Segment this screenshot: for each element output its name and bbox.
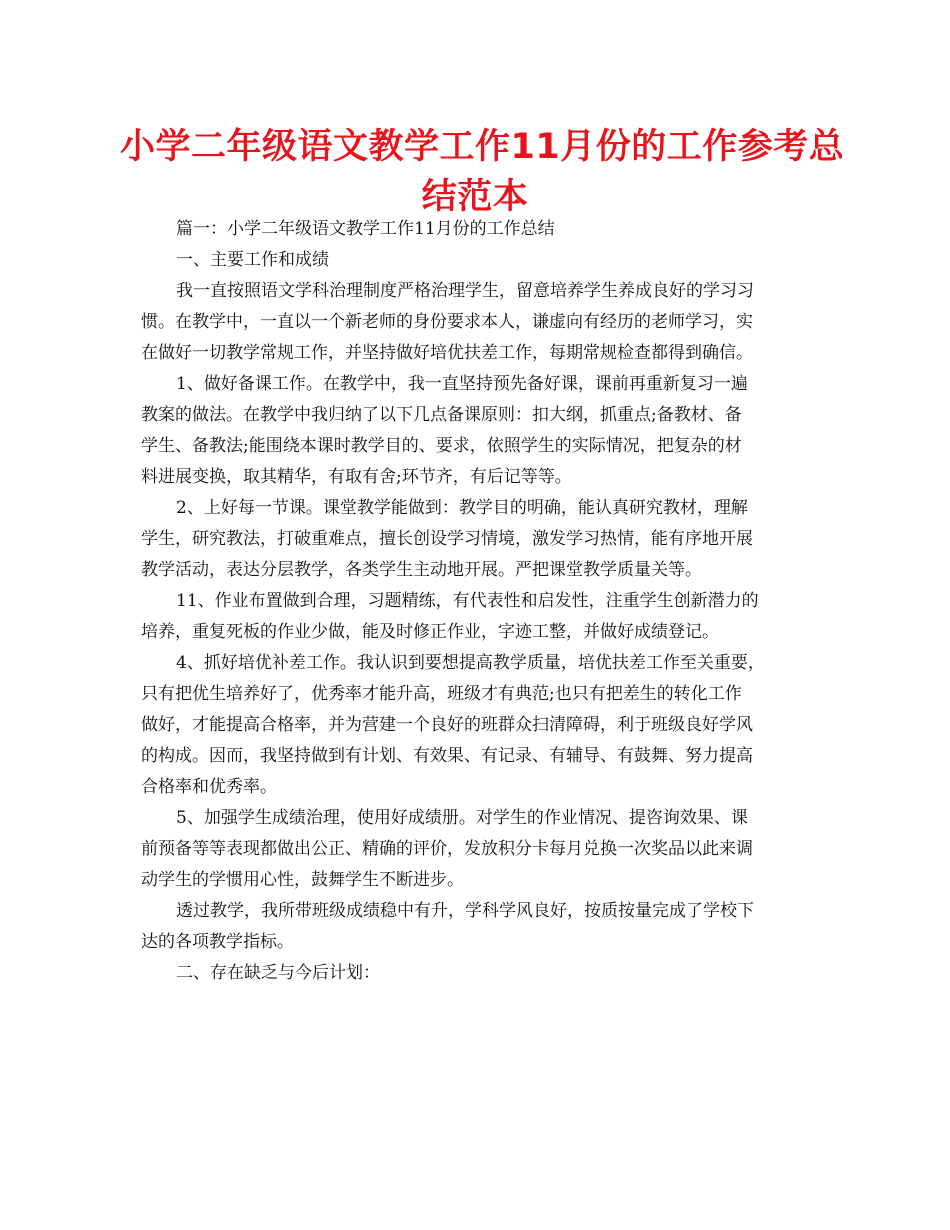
text-line: 料进展变换，取其精华，有取有舍;环节齐，有后记等等。	[141, 467, 572, 487]
text-line: 4、抓好培优补差工作。我认识到要想提高教学质量，培优扶差工作至关重要，	[176, 653, 765, 673]
text-line: 合格率和优秀率。	[141, 777, 277, 797]
text-line: 前预备等等表现都做出公正、精确的评价，发放积分卡每月兑换一次奖品以此来调	[141, 839, 753, 859]
text-line: 一、主要工作和成绩	[176, 250, 329, 270]
text-line: 达的各项教学指标。	[141, 932, 294, 952]
document-title	[120, 122, 845, 222]
text-line: 2、上好每一节课。课堂教学能做到：教学目的明确，能认真研究教材，理解	[176, 498, 748, 518]
text-line: 教案的做法。在教学中我归纳了以下几点备课原则：扣大纲，抓重点;备教材、备	[141, 405, 742, 425]
text-line: 做好，才能提高合格率，并为营建一个良好的班群众扫清障碍，利于班级良好学风	[141, 715, 753, 735]
text-line: 5、加强学生成绩治理，使用好成绩册。对学生的作业情况、提咨询效果、课	[176, 808, 748, 828]
title-line-1: 小学二年级语文教学工作11月份的工作参考总	[120, 127, 845, 167]
text-line: 惯。在教学中，一直以一个新老师的身份要求本人，谦虚向有经历的老师学习，实	[141, 312, 753, 332]
text-line: 透过教学，我所带班级成绩稳中有升，学科学风良好，按质按量完成了学校下	[176, 901, 754, 921]
text-line: 在做好一切教学常规工作，并坚持做好培优扶差工作，每期常规检查都得到确信。	[141, 343, 753, 363]
text-line: 二、存在缺乏与今后计划：	[176, 963, 380, 983]
text-line: 我一直按照语文学科治理制度严格治理学生，留意培养学生养成良好的学习习	[176, 281, 754, 301]
text-line: 学生、备教法;能围绕本课时教学目的、要求，依照学生的实际情况，把复杂的材	[141, 436, 742, 456]
text-line: 只有把优生培养好了，优秀率才能升高，班级才有典范;也只有把差生的转化工作	[141, 684, 742, 704]
text-line: 动学生的学惯用心性，鼓舞学生不断进步。	[141, 870, 464, 890]
text-line: 1、做好备课工作。在教学中，我一直坚持预先备好课，课前再重新复习一遍	[176, 374, 748, 394]
text-line: 11、作业布置做到合理，习题精练，有代表性和启发性，注重学生创新潜力的	[176, 591, 759, 611]
text-line: 的构成。因而，我坚持做到有计划、有效果、有记录、有辅导、有鼓舞、努力提高	[141, 746, 753, 766]
text-line: 学生，研究教法，打破重难点，擅长创设学习情境，激发学习热情，能有序地开展	[141, 529, 753, 549]
text-line: 篇一：小学二年级语文教学工作11月份的工作总结	[176, 219, 555, 239]
document-body	[141, 214, 811, 989]
title-line-2: 结范本	[421, 177, 529, 217]
text-line: 教学活动，表达分层教学，各类学生主动地开展。严把课堂教学质量关等。	[141, 560, 702, 580]
text-line: 培养，重复死板的作业少做，能及时修正作业，字迹工整，并做好成绩登记。	[141, 622, 719, 642]
